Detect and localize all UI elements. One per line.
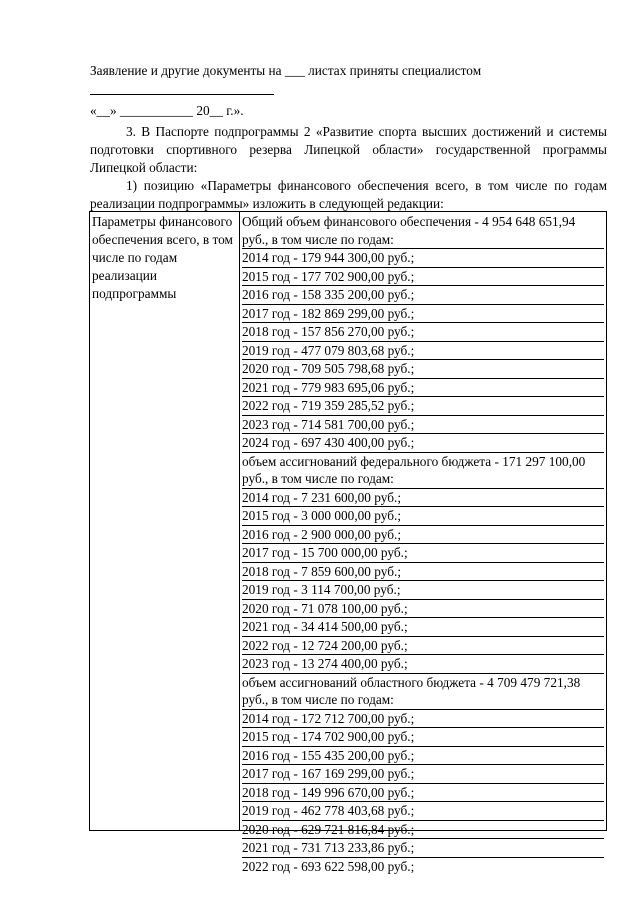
- financing-row: 2018 год - 157 856 270,00 руб.;: [242, 323, 604, 342]
- financing-row: 2021 год - 34 414 500,00 руб.;: [242, 618, 604, 637]
- financing-row: 2016 год - 158 335 200,00 руб.;: [242, 286, 604, 305]
- financing-row: 2016 год - 155 435 200,00 руб.;: [242, 747, 604, 766]
- statement-line: Заявление и другие документы на ___ листах приняты специалистом: [90, 63, 482, 78]
- financing-row: 2023 год - 13 274 400,00 руб.;: [242, 655, 604, 674]
- financing-row: 2016 год - 2 900 000,00 руб.;: [242, 526, 604, 545]
- financing-table: [89, 211, 607, 874]
- parameter-name-cell: Параметры финансового обеспечения всего, в том числе по годам реализации подпрограммы: [92, 214, 233, 301]
- financing-row: 2015 год - 177 702 900,00 руб.;: [242, 268, 604, 287]
- financing-row: 2018 год - 7 859 600,00 руб.;: [242, 563, 604, 582]
- financing-row: 2022 год - 12 724 200,00 руб.;: [242, 637, 604, 656]
- financing-row: 2017 год - 167 169 299,00 руб.;: [242, 765, 604, 784]
- paragraph-item-3: 3. В Паспорте подпрограммы 2 «Развитие спорта высших достижений и системы подготовки спортивного резерва Липецкой области» государственной программы Липецкой области:: [90, 124, 607, 175]
- financing-row: 2020 год - 629 721 816,84 руб.;: [242, 821, 604, 840]
- financing-values-cell: [242, 213, 604, 875]
- column-separator: [239, 212, 240, 830]
- financing-row: 2022 год - 693 622 598,00 руб.;: [242, 858, 415, 874]
- financing-row: 2023 год - 714 581 700,00 руб.;: [242, 416, 604, 435]
- financing-row: 2020 год - 71 078 100,00 руб.;: [242, 600, 604, 619]
- paragraph-item-3-1: 1) позицию «Параметры финансового обеспечения всего, в том числе по годам реализации подпрограммы» изложить в следующей редакции:: [90, 178, 607, 211]
- date-line: «__» ___________ 20__ г.».: [90, 103, 244, 118]
- financing-row: 2018 год - 149 996 670,00 руб.;: [242, 784, 604, 803]
- financing-row: 2015 год - 3 000 000,00 руб.;: [242, 507, 604, 526]
- financing-row: 2021 год - 779 983 695,06 руб.;: [242, 379, 604, 398]
- financing-row: 2014 год - 172 712 700,00 руб.;: [242, 710, 604, 729]
- financing-row: 2014 год - 7 231 600,00 руб.;: [242, 489, 604, 508]
- financing-row: объем ассигнований федерального бюджета - 171 297 100,00 руб., в том числе по годам:: [242, 453, 604, 489]
- financing-row: 2017 год - 15 700 000,00 руб.;: [242, 544, 604, 563]
- financing-row: 2022 год - 719 359 285,52 руб.;: [242, 397, 604, 416]
- financing-row: 2015 год - 174 702 900,00 руб.;: [242, 728, 604, 747]
- signature-rule: [90, 94, 274, 95]
- financing-row: 2024 год - 697 430 400,00 руб.;: [242, 434, 604, 453]
- financing-row: 2020 год - 709 505 798,68 руб.;: [242, 360, 604, 379]
- financing-row: 2019 год - 462 778 403,68 руб.;: [242, 802, 604, 821]
- financing-row: 2014 год - 179 944 300,00 руб.;: [242, 249, 604, 268]
- financing-row: 2021 год - 731 713 233,86 руб.;: [242, 839, 604, 858]
- financing-row: 2019 год - 477 079 803,68 руб.;: [242, 342, 604, 361]
- financing-row: 2017 год - 182 869 299,00 руб.;: [242, 305, 604, 324]
- financing-row: объем ассигнований областного бюджета - 4 709 479 721,38 руб., в том числе по годам:: [242, 674, 604, 710]
- financing-row: 2019 год - 3 114 700,00 руб.;: [242, 581, 604, 600]
- financing-row: Общий объем финансового обеспечения - 4 954 648 651,94 руб., в том числе по годам:: [242, 213, 604, 249]
